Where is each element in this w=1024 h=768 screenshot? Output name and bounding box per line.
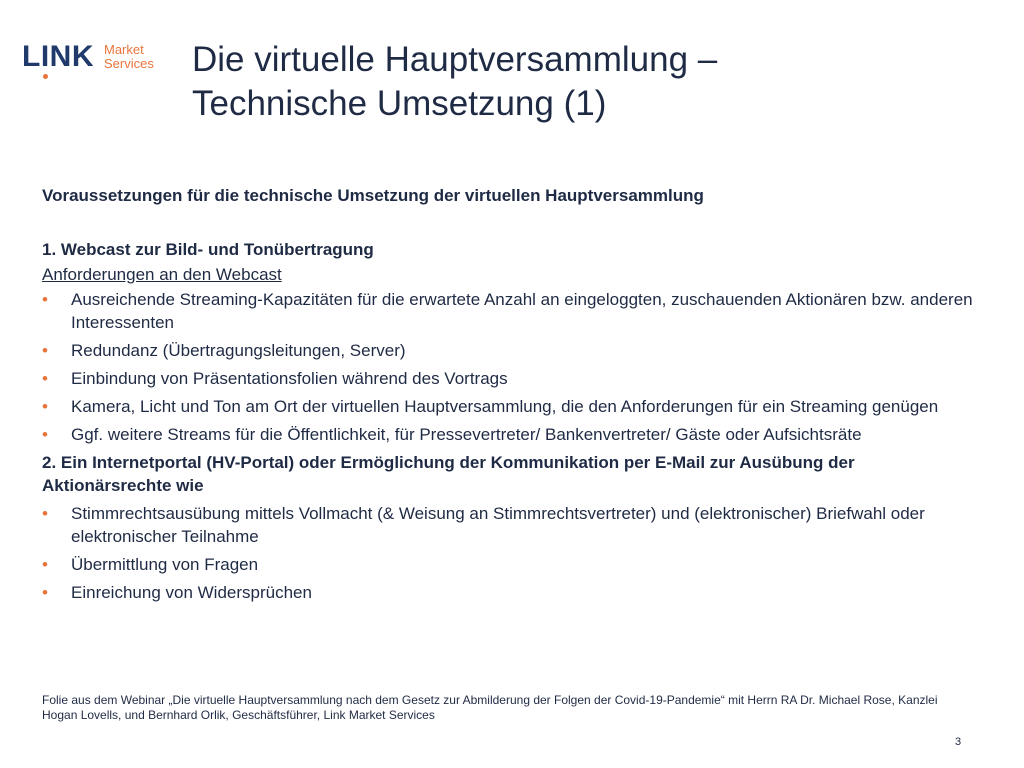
bullet-icon: • — [42, 583, 48, 602]
bullet-text: Übermittlung von Fragen — [71, 555, 259, 574]
section1-bullet-list — [42, 288, 982, 446]
logo-wordmark: LINK — [22, 40, 94, 73]
list-item — [42, 581, 982, 604]
list-item — [42, 502, 982, 548]
section1-subheading: Anforderungen an den Webcast — [42, 265, 282, 284]
bullet-icon: • — [42, 555, 48, 574]
list-item — [42, 423, 982, 446]
bullet-text: Stimmrechtsausübung mittels Vollmacht (& Weisung an Stimmrechtsvertreter) und (elektronischer) Briefwahl oder elektronischer Teilnahme — [71, 504, 925, 546]
section2-bullet-list — [42, 502, 982, 604]
slide-title-line2: Technische Umsetzung (1) — [192, 84, 607, 123]
slide-title — [192, 38, 992, 126]
bullet-text: Einreichung von Widersprüchen — [71, 583, 312, 602]
list-item — [42, 367, 982, 390]
bullet-text: Ggf. weitere Streams für die Öffentlichkeit, für Pressevertreter/ Bankenvertreter/ Gäste oder Aufsichtsräte — [71, 425, 862, 444]
bullet-icon: • — [42, 341, 48, 360]
bullet-icon: • — [42, 290, 48, 309]
list-item — [42, 288, 982, 334]
bullet-text: Ausreichende Streaming-Kapazitäten für die erwartete Anzahl an eingeloggten, zuschauenden Aktionären bzw. anderen Interessenten — [71, 290, 973, 332]
slide-content — [42, 184, 982, 609]
footnote: Folie aus dem Webinar „Die virtuelle Hauptversammlung nach dem Gesetz zur Abmilderung der Folgen der Covid-19-Pandemie“ mit Herrn RA Dr. Michael Rose, Kanzlei Hogan Lovells, und Bernhard Orlik, Geschäftsführer, Link Market Services — [42, 693, 938, 722]
slide-title-line1: Die virtuelle Hauptversammlung – — [192, 40, 718, 79]
logo-subtext — [104, 43, 154, 71]
list-item — [42, 339, 982, 362]
bullet-text: Redundanz (Übertragungsleitungen, Server) — [71, 341, 406, 360]
logo-dot-icon — [43, 74, 48, 79]
intro-heading: Voraussetzungen für die technische Umsetzung der virtuellen Hauptversammlung — [42, 186, 704, 205]
bullet-icon: • — [42, 369, 48, 388]
bullet-text: Einbindung von Präsentationsfolien während des Vortrags — [71, 369, 508, 388]
section2-heading: 2. Ein Internetportal (HV-Portal) oder Ermöglichung der Kommunikation per E-Mail zur Ausübung der Aktionärsrechte wie — [42, 453, 855, 495]
bullet-text: Kamera, Licht und Ton am Ort der virtuellen Hauptversammlung, die den Anforderungen für ein Streaming genügen — [71, 397, 939, 416]
list-item — [42, 553, 982, 576]
logo-services-line: Services — [104, 56, 154, 71]
bullet-icon: • — [42, 504, 48, 523]
section1-heading: 1. Webcast zur Bild- und Tonübertragung — [42, 240, 374, 259]
logo-market-line: Market — [104, 42, 144, 57]
link-market-services-logo — [22, 42, 172, 82]
page-number: 3 — [955, 736, 962, 748]
list-item — [42, 395, 982, 418]
bullet-icon: • — [42, 397, 48, 416]
bullet-icon: • — [42, 425, 48, 444]
